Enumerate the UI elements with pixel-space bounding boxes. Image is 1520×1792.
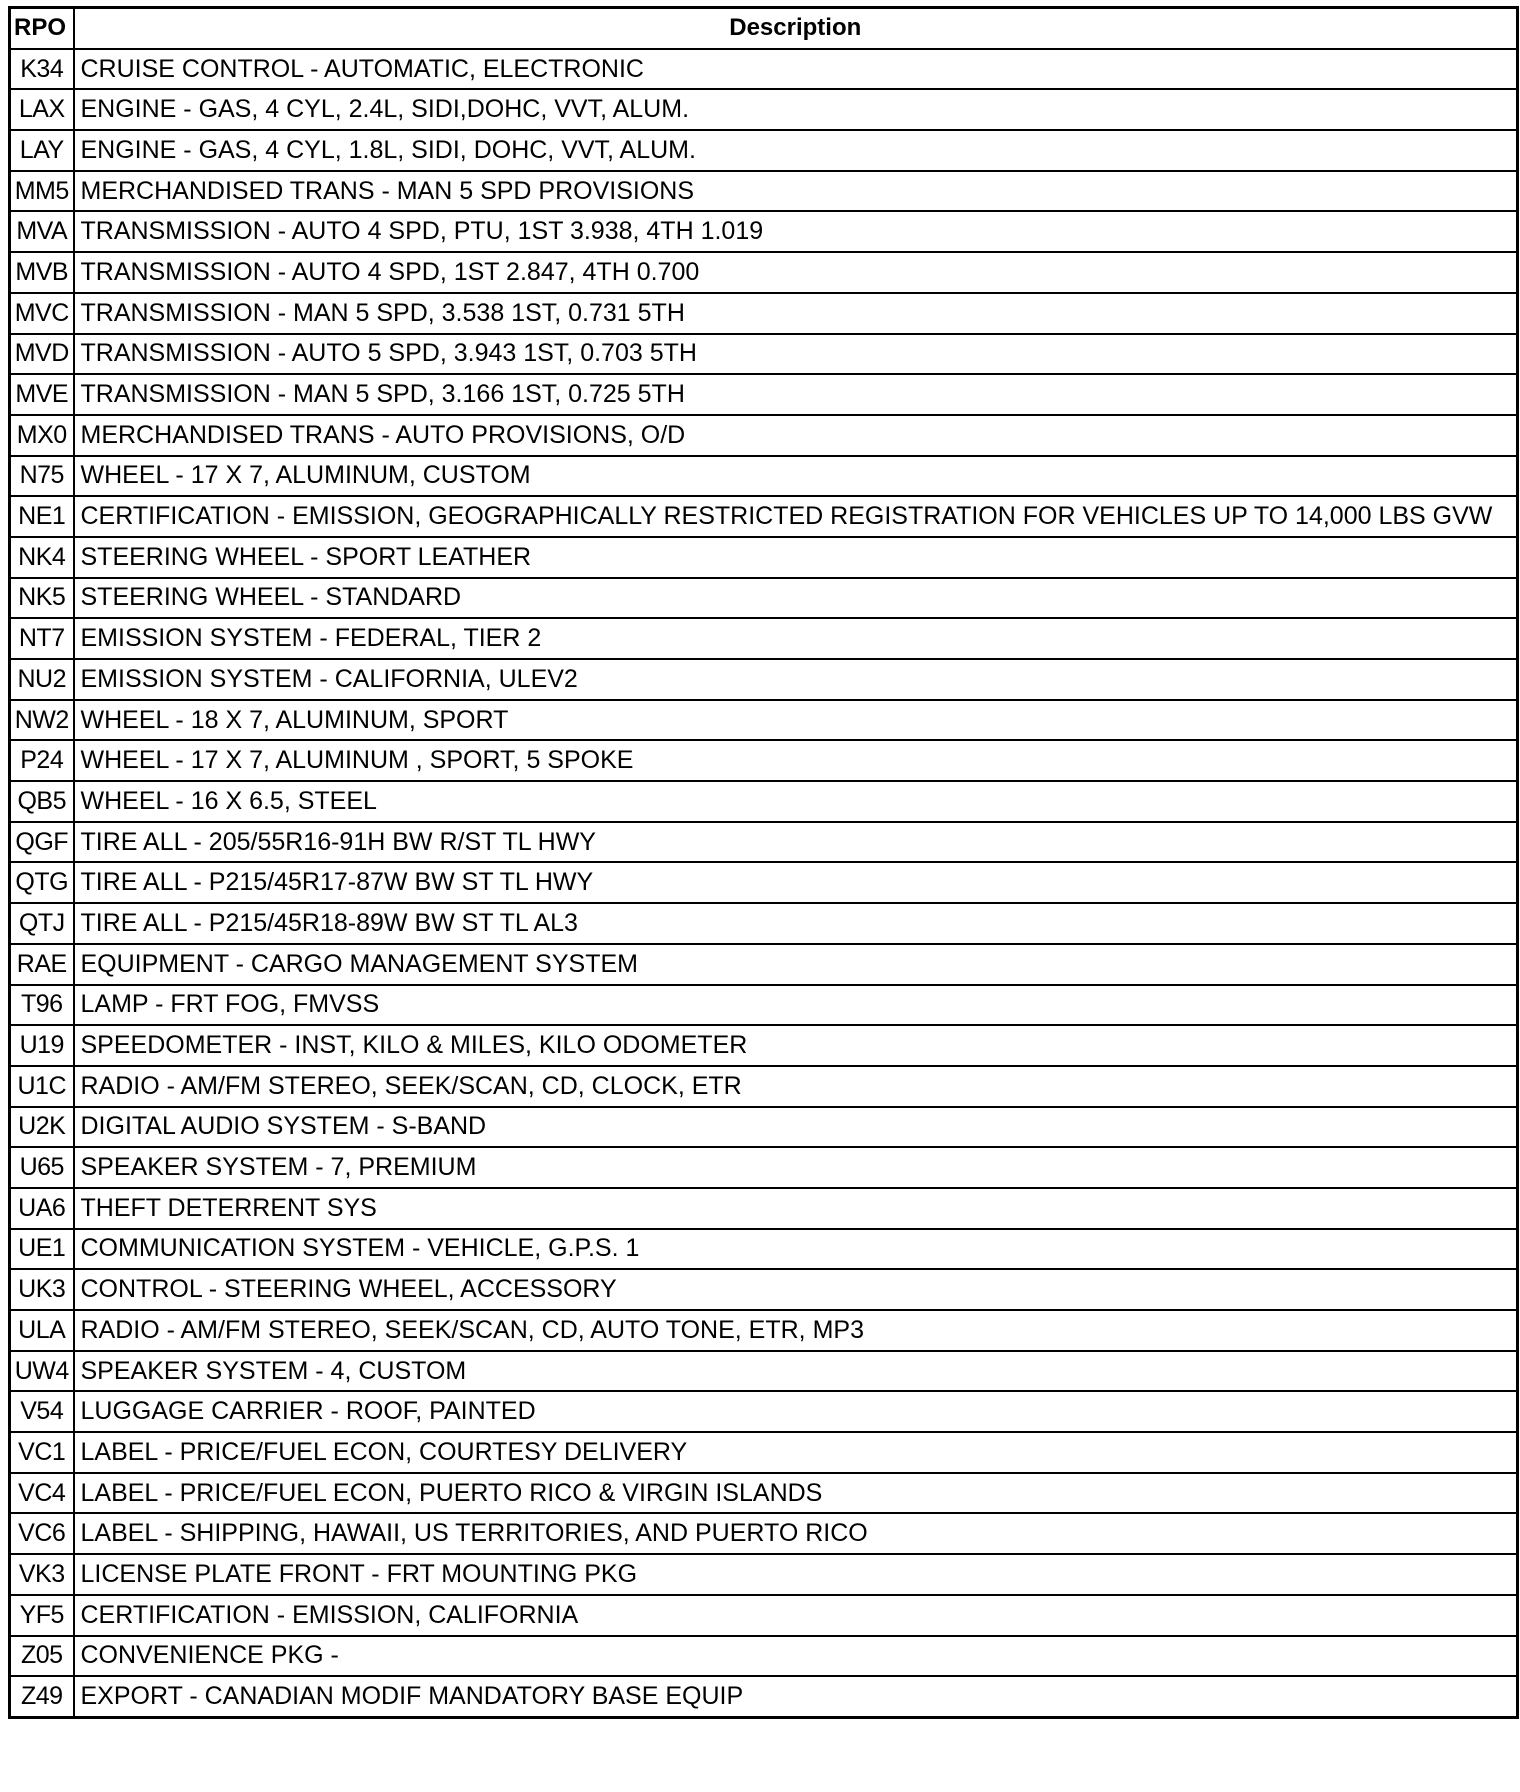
rpo-code-cell: UW4 [10,1351,74,1392]
rpo-table [8,6,1519,1719]
rpo-code-cell: T96 [10,985,74,1026]
rpo-code-cell: LAY [10,130,74,171]
rpo-code-cell: MVA [10,211,74,252]
description-cell: RADIO - AM/FM STEREO, SEEK/SCAN, CD, CLOCK, ETR [74,1066,1518,1107]
table-body [10,49,1518,1718]
table-row [10,862,1518,903]
description-cell: DIGITAL AUDIO SYSTEM - S-BAND [74,1107,1518,1148]
table-row [10,578,1518,619]
rpo-column-header: RPO [10,8,74,49]
rpo-table-container [8,6,1519,1719]
rpo-code-cell: QTG [10,862,74,903]
rpo-code-cell: U2K [10,1107,74,1148]
rpo-code-cell: UE1 [10,1229,74,1270]
table-row [10,496,1518,537]
description-cell: COMMUNICATION SYSTEM - VEHICLE, G.P.S. 1 [74,1229,1518,1270]
rpo-code-cell: NE1 [10,496,74,537]
rpo-code-cell: UA6 [10,1188,74,1229]
rpo-code-cell: UK3 [10,1269,74,1310]
description-cell: TIRE ALL - P215/45R18-89W BW ST TL AL3 [74,903,1518,944]
table-row [10,1595,1518,1636]
table-row [10,252,1518,293]
description-cell: LUGGAGE CARRIER - ROOF, PAINTED [74,1391,1518,1432]
description-cell: CERTIFICATION - EMISSION, CALIFORNIA [74,1595,1518,1636]
table-row [10,1351,1518,1392]
description-cell: WHEEL - 17 X 7, ALUMINUM, CUSTOM [74,456,1518,497]
description-cell: THEFT DETERRENT SYS [74,1188,1518,1229]
rpo-code-cell: MVD [10,334,74,375]
description-cell: LICENSE PLATE FRONT - FRT MOUNTING PKG [74,1554,1518,1595]
rpo-code-cell: Z49 [10,1676,74,1717]
rpo-code-cell: V54 [10,1391,74,1432]
description-cell: SPEAKER SYSTEM - 7, PREMIUM [74,1147,1518,1188]
table-row [10,781,1518,822]
description-cell: EMISSION SYSTEM - CALIFORNIA, ULEV2 [74,659,1518,700]
table-row [10,293,1518,334]
table-row [10,1636,1518,1677]
table-row [10,415,1518,456]
table-row [10,537,1518,578]
description-cell: EQUIPMENT - CARGO MANAGEMENT SYSTEM [74,944,1518,985]
rpo-code-cell: VC4 [10,1473,74,1514]
description-cell: CONVENIENCE PKG - [74,1636,1518,1677]
rpo-code-cell: NK4 [10,537,74,578]
table-row [10,89,1518,130]
description-cell: TRANSMISSION - AUTO 5 SPD, 3.943 1ST, 0.703 5TH [74,334,1518,375]
header-row [10,8,1518,49]
description-cell: STEERING WHEEL - STANDARD [74,578,1518,619]
table-row [10,1147,1518,1188]
table-row [10,1554,1518,1595]
table-row [10,1473,1518,1514]
rpo-code-cell: VC1 [10,1432,74,1473]
table-row [10,171,1518,212]
table-row [10,130,1518,171]
table-row [10,944,1518,985]
rpo-code-cell: MVE [10,374,74,415]
description-cell: EMISSION SYSTEM - FEDERAL, TIER 2 [74,618,1518,659]
rpo-code-cell: ULA [10,1310,74,1351]
table-row [10,49,1518,90]
description-cell: CRUISE CONTROL - AUTOMATIC, ELECTRONIC [74,49,1518,90]
table-row [10,985,1518,1026]
table-row [10,1310,1518,1351]
description-cell: ENGINE - GAS, 4 CYL, 2.4L, SIDI,DOHC, VVT, ALUM. [74,89,1518,130]
table-row [10,1107,1518,1148]
table-row [10,1188,1518,1229]
table-row [10,1391,1518,1432]
description-cell: EXPORT - CANADIAN MODIF MANDATORY BASE EQUIP [74,1676,1518,1717]
description-cell: CONTROL - STEERING WHEEL, ACCESSORY [74,1269,1518,1310]
description-cell: WHEEL - 17 X 7, ALUMINUM , SPORT, 5 SPOKE [74,740,1518,781]
description-cell: TRANSMISSION - AUTO 4 SPD, 1ST 2.847, 4TH 0.700 [74,252,1518,293]
rpo-code-cell: NW2 [10,700,74,741]
table-row [10,822,1518,863]
rpo-code-cell: QTJ [10,903,74,944]
rpo-code-cell: VC6 [10,1513,74,1554]
table-row [10,618,1518,659]
description-cell: STEERING WHEEL - SPORT LEATHER [74,537,1518,578]
rpo-code-cell: YF5 [10,1595,74,1636]
table-row [10,334,1518,375]
description-cell: WHEEL - 18 X 7, ALUMINUM, SPORT [74,700,1518,741]
rpo-code-cell: U1C [10,1066,74,1107]
description-cell: SPEEDOMETER - INST, KILO & MILES, KILO ODOMETER [74,1025,1518,1066]
description-cell: LAMP - FRT FOG, FMVSS [74,985,1518,1026]
table-row [10,1676,1518,1717]
table-row [10,211,1518,252]
rpo-code-cell: Z05 [10,1636,74,1677]
table-header [10,8,1518,49]
rpo-code-cell: QB5 [10,781,74,822]
description-cell: TRANSMISSION - MAN 5 SPD, 3.538 1ST, 0.731 5TH [74,293,1518,334]
table-row [10,1513,1518,1554]
description-cell: MERCHANDISED TRANS - MAN 5 SPD PROVISIONS [74,171,1518,212]
table-row [10,1229,1518,1270]
rpo-code-cell: U19 [10,1025,74,1066]
description-cell: WHEEL - 16 X 6.5, STEEL [74,781,1518,822]
description-cell: TRANSMISSION - AUTO 4 SPD, PTU, 1ST 3.938, 4TH 1.019 [74,211,1518,252]
description-cell: SPEAKER SYSTEM - 4, CUSTOM [74,1351,1518,1392]
description-cell: LABEL - PRICE/FUEL ECON, PUERTO RICO & VIRGIN ISLANDS [74,1473,1518,1514]
rpo-code-cell: VK3 [10,1554,74,1595]
table-row [10,1269,1518,1310]
description-cell: LABEL - PRICE/FUEL ECON, COURTESY DELIVERY [74,1432,1518,1473]
rpo-code-cell: NU2 [10,659,74,700]
rpo-code-cell: MVC [10,293,74,334]
rpo-code-cell: QGF [10,822,74,863]
rpo-code-cell: MX0 [10,415,74,456]
description-cell: RADIO - AM/FM STEREO, SEEK/SCAN, CD, AUTO TONE, ETR, MP3 [74,1310,1518,1351]
table-row [10,740,1518,781]
rpo-code-cell: LAX [10,89,74,130]
description-cell: MERCHANDISED TRANS - AUTO PROVISIONS, O/D [74,415,1518,456]
description-cell: ENGINE - GAS, 4 CYL, 1.8L, SIDI, DOHC, VVT, ALUM. [74,130,1518,171]
rpo-code-cell: RAE [10,944,74,985]
rpo-code-cell: U65 [10,1147,74,1188]
table-row [10,1432,1518,1473]
description-cell: CERTIFICATION - EMISSION, GEOGRAPHICALLY RESTRICTED REGISTRATION FOR VEHICLES UP TO 14,000 LBS GVW [74,496,1518,537]
table-row [10,903,1518,944]
description-cell: TRANSMISSION - MAN 5 SPD, 3.166 1ST, 0.725 5TH [74,374,1518,415]
rpo-code-cell: N75 [10,456,74,497]
description-cell: TIRE ALL - 205/55R16-91H BW R/ST TL HWY [74,822,1518,863]
description-column-header: Description [74,8,1518,49]
rpo-code-cell: MM5 [10,171,74,212]
rpo-code-cell: K34 [10,49,74,90]
table-row [10,456,1518,497]
table-row [10,374,1518,415]
table-row [10,659,1518,700]
table-row [10,1025,1518,1066]
rpo-code-cell: NK5 [10,578,74,619]
rpo-code-cell: NT7 [10,618,74,659]
rpo-code-cell: P24 [10,740,74,781]
table-row [10,700,1518,741]
table-row [10,1066,1518,1107]
description-cell: TIRE ALL - P215/45R17-87W BW ST TL HWY [74,862,1518,903]
rpo-code-cell: MVB [10,252,74,293]
description-cell: LABEL - SHIPPING, HAWAII, US TERRITORIES, AND PUERTO RICO [74,1513,1518,1554]
